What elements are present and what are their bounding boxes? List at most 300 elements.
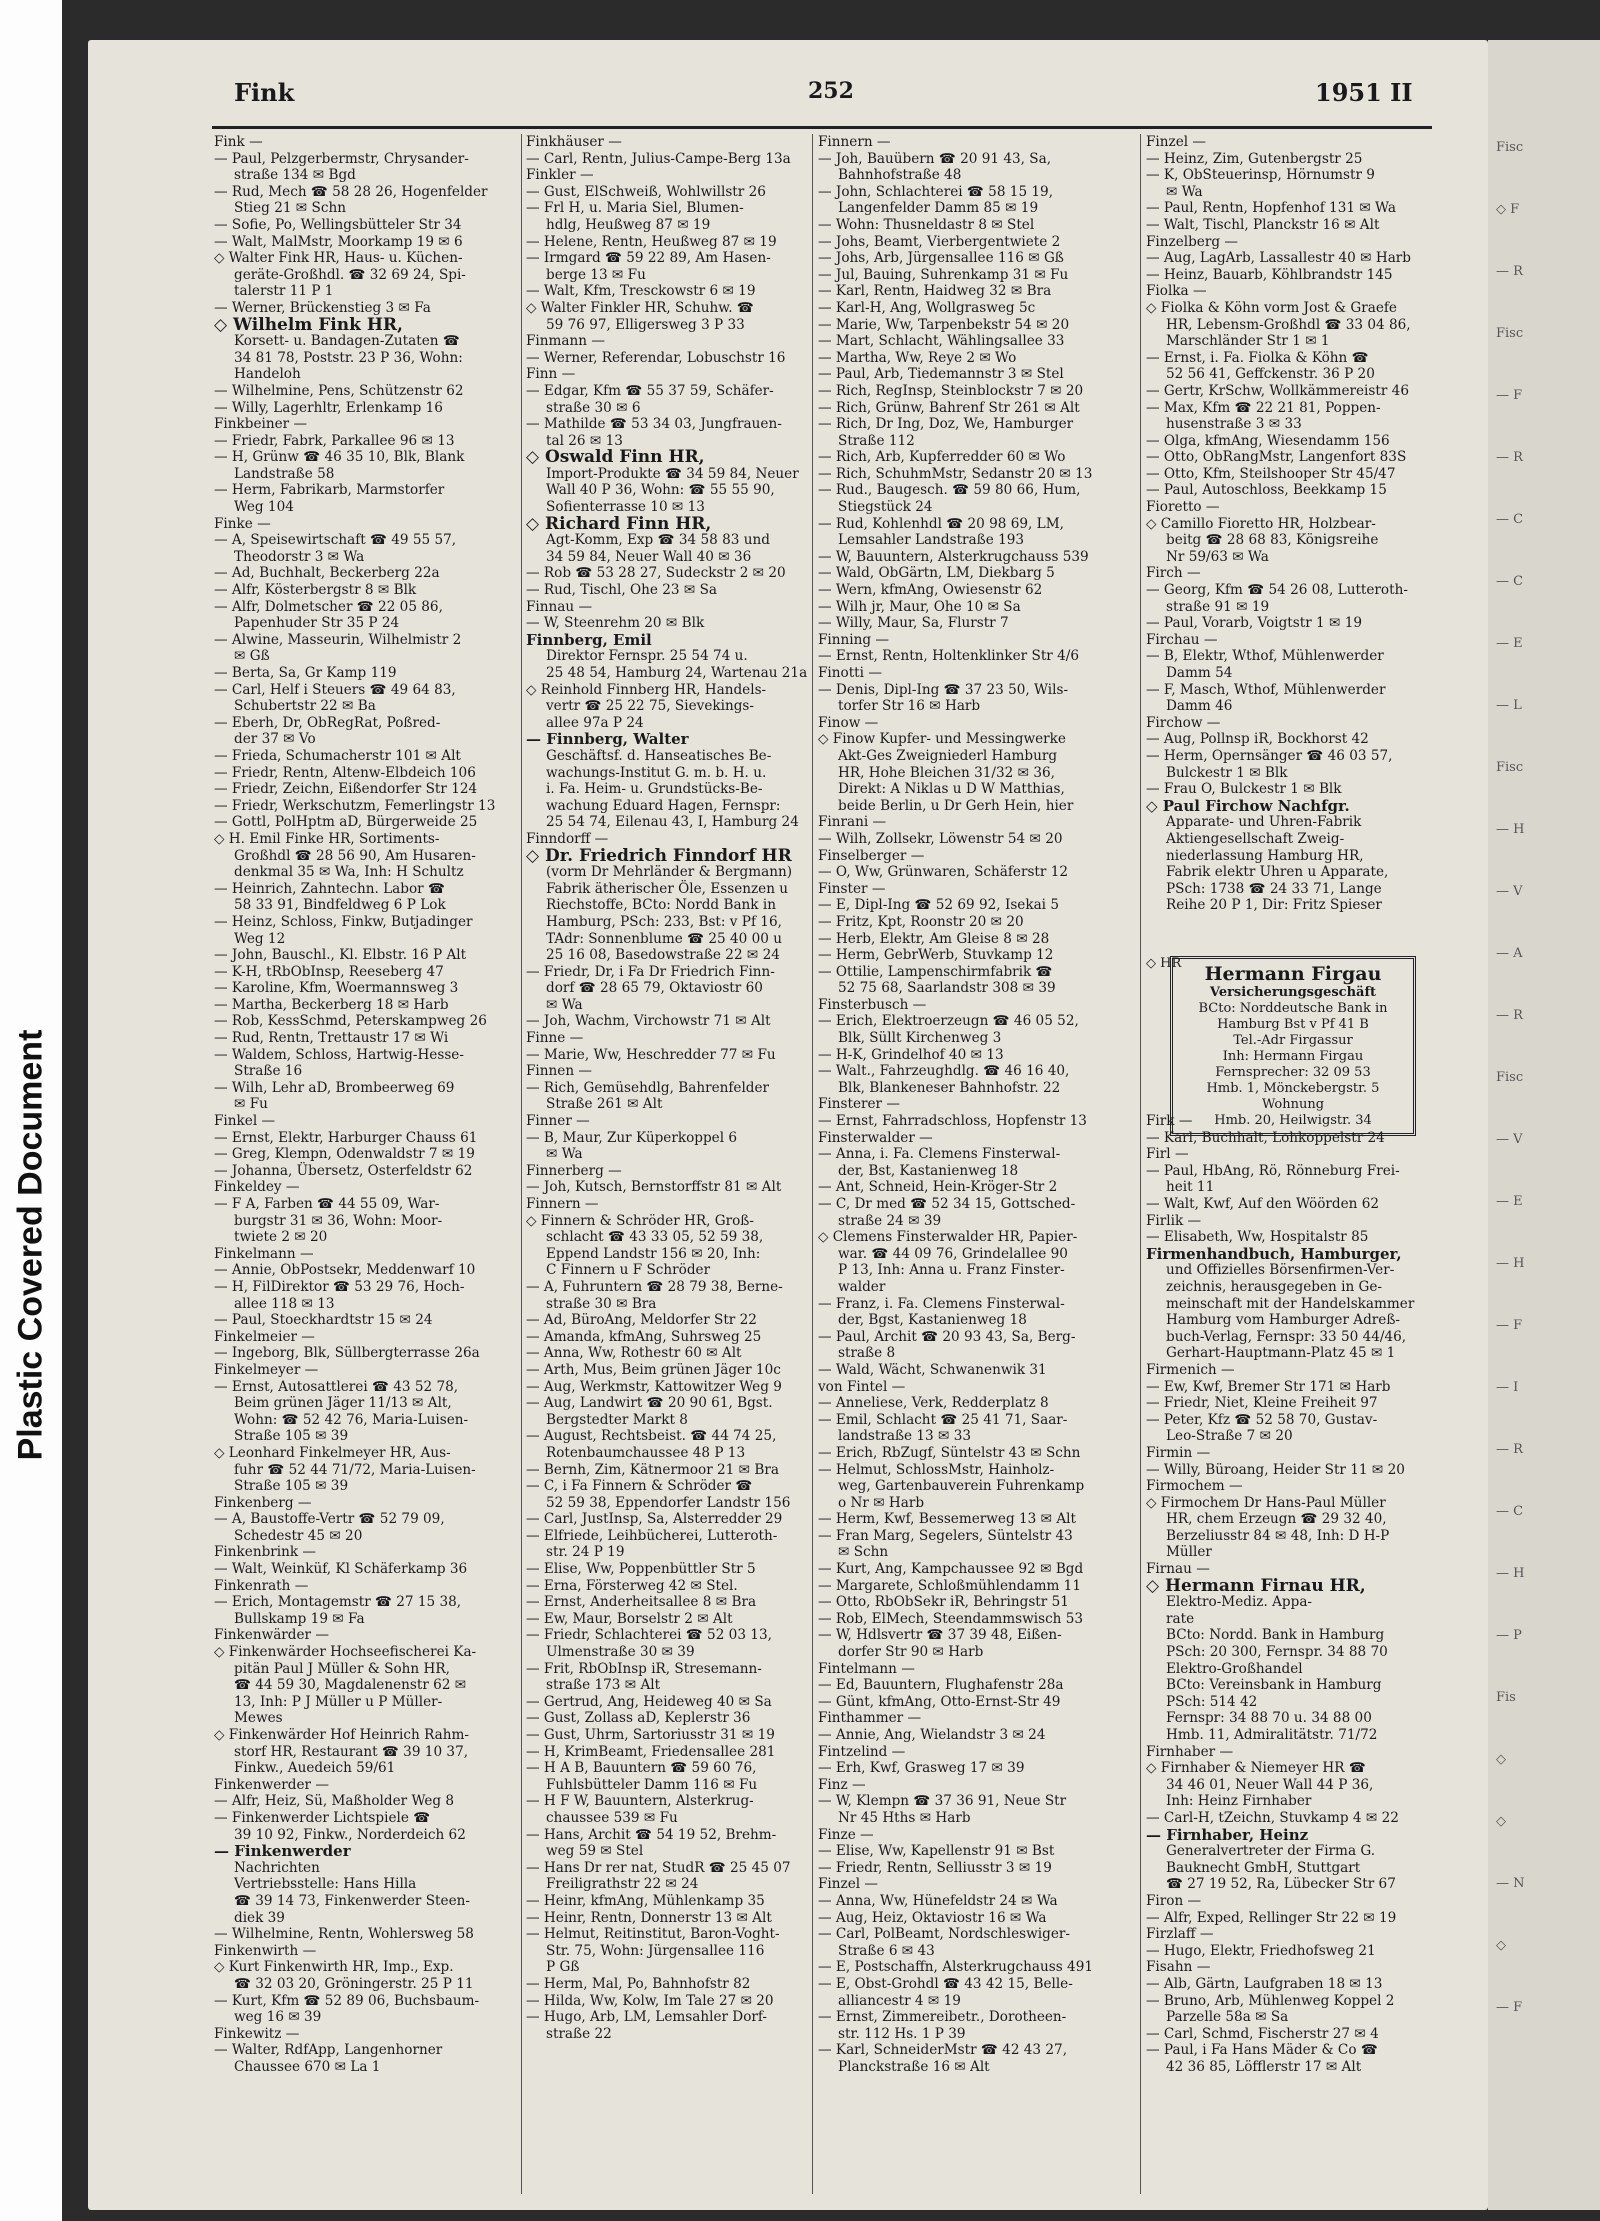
entry-line: husenstraße 3 ✉ 33	[1166, 416, 1302, 433]
entry-line: PSch: 514 42	[1166, 1693, 1258, 1710]
entry-line: — Denis, Dipl-Ing ☎ 37 23 50, Wils-	[818, 681, 1069, 698]
entry-line: — Friedr, Rentn, Selliusstr 3 ✉ 19	[818, 1859, 1052, 1876]
entry-line: schlacht ☎ 43 33 05, 52 59 38,	[546, 1229, 764, 1246]
side-label-bar	[0, 0, 62, 2221]
entry-line: — Carl, Schmd, Fischerstr 27 ✉ 4	[1146, 2025, 1379, 2042]
entry-line: 52 56 41, Geffckenstr. 36 P 20	[1166, 366, 1375, 383]
entry-line: — B, Elektr, Wthof, Mühlenwerder	[1146, 648, 1384, 665]
entry-line: (vorm Dr Mehrländer & Bergmann)	[546, 864, 793, 881]
entry-line: — Ernst, i. Fa. Fiolka & Köhn ☎	[1146, 349, 1369, 366]
edge-snippet: — H	[1496, 822, 1525, 837]
entry-line: — Wilhelmine, Pens, Schützenstr 62	[214, 382, 464, 399]
entry-line: — Walt., Fahrzeughdlg. ☎ 46 16 40,	[818, 1063, 1070, 1080]
entry-line: BCto: Vereinsbank in Hamburg	[1166, 1677, 1382, 1694]
running-head-left: Fink	[234, 78, 295, 107]
entry-line: — O, Ww, Grünwaren, Schäferstr 12	[818, 864, 1069, 881]
entry-line: — Otto, Kfm, Steilshooper Str 45/47	[1146, 465, 1396, 482]
entry-line: Nachrichten	[234, 1859, 320, 1876]
entry-line: — Kurt, Ang, Kampchaussee 92 ✉ Bgd	[818, 1561, 1084, 1578]
entry-line: HR, Hohe Bleichen 31/32 ✉ 36,	[838, 764, 1055, 781]
entry-line: — Paul, Archit ☎ 20 93 43, Sa, Berg-	[818, 1328, 1076, 1345]
entry-line: Firon —	[1146, 1892, 1202, 1909]
entry-line: Finning —	[818, 631, 890, 648]
entry-line: 52 75 68, Saarlandstr 308 ✉ 39	[838, 980, 1056, 997]
entry-line: — F A, Farben ☎ 44 55 09, War-	[214, 1196, 440, 1212]
entry-line: Finnen —	[526, 1063, 593, 1080]
entry-line: 58 33 91, Bindfeldweg 6 P Lok	[234, 897, 446, 914]
edge-snippet: ◇	[1496, 1938, 1506, 1953]
entry-line: Fintzelind —	[818, 1743, 906, 1760]
entry-line: — Walt, Weinküf, Kl Schäferkamp 36	[214, 1561, 468, 1578]
entry-line: — Gust, Zollass aD, Keplerstr 36	[526, 1710, 751, 1727]
entry-line: Bahnhofstraße 48	[838, 167, 962, 184]
entry-line: — Ernst, Anderheitsallee 8 ✉ Bra	[526, 1594, 757, 1611]
column-1	[214, 134, 516, 2194]
entry-line: — Rich, RegInsp, Steinblockstr 7 ✉ 20	[818, 382, 1084, 399]
entry-line: ◇ Leonhard Finkelmeyer HR, Aus-	[214, 1444, 451, 1461]
entry-line: weg 16 ✉ 39	[234, 2009, 322, 2026]
entry-line: twiete 2 ✉ 20	[234, 1229, 328, 1246]
entry-line: — Joh, Wachm, Virchowstr 71 ✉ Alt	[526, 1013, 771, 1030]
firgau-line: Tel.-Adr Firgassur	[1233, 1033, 1353, 1048]
entry-line: — Karl, Rentn, Haidweg 32 ✉ Bra	[818, 283, 1052, 300]
entry-line: Finnberg, Emil	[526, 630, 652, 649]
entry-line: ☎ 32 03 20, Gröningerstr. 25 P 11	[234, 1975, 474, 1992]
entry-line: — Walt, Kwf, Auf den Wöörden 62	[1146, 1196, 1380, 1212]
entry-line: 59 76 97, Elligersweg 3 P 33	[546, 316, 745, 333]
entry-line: Chaussee 670 ✉ La 1	[234, 2058, 381, 2075]
entry-line: ◇ H. Emil Finke HR, Sortiments-	[214, 830, 440, 847]
entry-line: straße 30 ✉ Bra	[546, 1295, 657, 1312]
entry-line: — Willy, Lagerhltr, Erlenkamp 16	[214, 399, 443, 416]
edge-snippet: — V	[1496, 884, 1523, 899]
entry-line: ◇ Finkenwärder Hochseefischerei Ka-	[214, 1644, 477, 1661]
entry-line: — Marie, Ww, Tarpenbekstr 54 ✉ 20	[818, 316, 1070, 333]
entry-line: — Elisabeth, Ww, Hospitalstr 85	[1146, 1229, 1369, 1246]
entry-line: — Aug, LagArb, Lassallestr 40 ✉ Harb	[1146, 250, 1411, 267]
entry-line: — Carl, Helf i Steuers ☎ 49 64 83,	[214, 681, 456, 698]
entry-line: — Walter, RdfApp, Langenhorner	[214, 2042, 443, 2059]
entry-line: PSch: 1738 ☎ 24 33 71, Lange	[1166, 880, 1382, 897]
entry-line: — Hilda, Ww, Kolw, Im Tale 27 ✉ 20	[526, 1992, 774, 2009]
entry-line: 34 46 01, Neuer Wall 44 P 36,	[1166, 1776, 1374, 1793]
entry-line: Landstraße 58	[234, 465, 335, 482]
entry-line: — Jul, Bauing, Suhrenkamp 31 ✉ Fu	[818, 266, 1069, 283]
entry-line: — A, Speisewirtschaft ☎ 49 55 57,	[214, 532, 457, 549]
entry-line: dorfer Str 90 ✉ Harb	[838, 1644, 984, 1661]
entry-line: — Friedr, Niet, Kleine Freiheit 97	[1146, 1395, 1378, 1412]
entry-line: Finkler —	[526, 167, 594, 184]
entry-line: rate	[1166, 1610, 1195, 1627]
entry-line: Handeloh	[234, 366, 301, 383]
entry-line: — Heinrich, Zahntechn. Labor ☎	[214, 880, 445, 897]
entry-line: — Waldem, Schloss, Hartwig-Hesse-	[214, 1046, 464, 1063]
column-divider	[812, 134, 813, 2194]
entry-line: ◇ Clemens Finsterwalder HR, Papier-	[818, 1229, 1078, 1246]
entry-line: — Wohn: Thusneldastr 8 ✉ Stel	[818, 216, 1035, 233]
entry-line: denkmal 35 ✉ Wa, Inh: H Schultz	[234, 864, 464, 881]
entry-line: Apparate- und Uhren-Fabrik	[1166, 814, 1362, 831]
side-label: Plastic Covered Document	[11, 1029, 50, 1461]
entry-line: — Frl H, u. Maria Siel, Blumen-	[526, 200, 744, 217]
firgau-line: Wohnung	[1261, 1097, 1325, 1112]
entry-line: — Marie, Ww, Heschredder 77 ✉ Fu	[526, 1046, 776, 1063]
entry-line: ☎ 27 19 52, Ra, Lübecker Str 67	[1166, 1876, 1396, 1893]
entry-line: vertr ☎ 25 22 75, Sievekings-	[546, 698, 754, 715]
entry-line: — Paul, i Fa Hans Mäder & Co ☎	[1146, 2042, 1378, 2059]
entry-line: — Heinz, Zim, Gutenbergstr 25	[1146, 150, 1363, 167]
edge-snippet: ◇	[1496, 1814, 1506, 1829]
entry-line: ◇ Walter Fink HR, Haus- u. Küchen-	[214, 250, 463, 267]
entry-line: — Hans Dr rer nat, StudR ☎ 25 45 07	[526, 1859, 791, 1876]
entry-line: ☎ 44 59 30, Magdalenenstr 62 ✉	[234, 1677, 467, 1694]
entry-line: Fernspr: 34 88 70 u. 34 88 00	[1166, 1710, 1372, 1727]
entry-line: Beim grünen Jäger 11/13 ✉ Alt,	[234, 1395, 452, 1412]
entry-line: — Ad, BüroAng, Meldorfer Str 22	[526, 1312, 757, 1329]
entry-line: — Frieda, Schumacherstr 101 ✉ Alt	[214, 747, 461, 764]
entry-line: — Helmut, SchlossMstr, Hainholz-	[818, 1461, 1055, 1478]
entry-line: — Finnberg, Walter	[526, 730, 689, 749]
entry-line: str. 24 P 19	[546, 1544, 625, 1561]
firgau-subtitle: Versicherungsgeschäft	[1209, 985, 1377, 1000]
entry-line: — Paul, Stoeckhardtstr 15 ✉ 24	[214, 1312, 433, 1329]
entry-line: Fabrik ätherischer Öle, Essenzen u	[546, 880, 789, 897]
entry-line: Fiolka —	[1146, 283, 1207, 300]
entry-line: C Finnern u F Schröder	[546, 1262, 711, 1279]
entry-line: Finkeldey —	[214, 1179, 300, 1196]
entry-line: Blk, Süllt Kirchenweg 3	[838, 1030, 1002, 1047]
entry-line: Fuhlsbütteler Damm 116 ✉ Fu	[546, 1776, 758, 1793]
column-divider	[521, 134, 522, 2194]
entry-line: — August, Rechtsbeist. ☎ 44 74 25,	[526, 1428, 777, 1445]
entry-line: — Anneliese, Verk, Redderplatz 8	[818, 1395, 1049, 1412]
firgau-lines	[1173, 1001, 1413, 1129]
entry-line: ◇ Fiolka & Köhn vorm Jost & Graefe	[1146, 299, 1397, 316]
entry-line: — Hugo, Arb, LM, Lemsahler Dorf-	[526, 2009, 768, 2026]
firgau-line: Fernsprecher: 32 09 53	[1215, 1065, 1371, 1080]
entry-line: Weg 12	[234, 930, 286, 947]
entry-line: — Carl, Rentn, Julius-Campe-Berg 13a	[526, 150, 791, 167]
entry-line: Fintelmann —	[818, 1660, 915, 1677]
entry-line: straße 24 ✉ 39	[838, 1212, 942, 1229]
entry-line: Stieg 21 ✉ Schn	[234, 200, 346, 217]
entry-line: — H, KrimBeamt, Friedensallee 281	[526, 1743, 776, 1760]
entry-line: — Karl, SchneiderMstr ☎ 42 43 27,	[818, 2042, 1068, 2059]
entry-line: Finndorff —	[526, 830, 609, 847]
entry-line: Direktor Fernspr. 25 54 74 u.	[546, 648, 748, 665]
entry-line: Firchau —	[1146, 631, 1218, 648]
edge-snippet: — E	[1496, 1194, 1523, 1209]
entry-line: Papenhuder Str 35 P 24	[234, 615, 400, 632]
entry-line: Firchow —	[1146, 714, 1221, 731]
edge-snippet: Fisc	[1496, 326, 1524, 341]
entry-line: Fink —	[214, 134, 263, 150]
entry-line: — Alb, Gärtn, Laufgraben 18 ✉ 13	[1146, 1975, 1383, 1992]
entry-line: buch-Verlag, Fernspr: 33 50 44/46,	[1166, 1328, 1407, 1345]
entry-line: Leo-Straße 7 ✉ 20	[1166, 1428, 1293, 1445]
entry-line: dorf ☎ 28 65 79, Oktaviostr 60	[546, 980, 763, 997]
entry-line: Finne —	[526, 1030, 584, 1047]
entry-line: — Elfriede, Leihbücherei, Lutteroth-	[526, 1527, 778, 1544]
entry-line: Finkenwärder —	[214, 1627, 329, 1644]
edge-snippet: — R	[1496, 264, 1523, 279]
entry-line: Finkw., Auedeich 59/61	[234, 1760, 396, 1777]
entry-line: Bergstedter Markt 8	[546, 1411, 688, 1428]
entry-line: Rotenbaumchaussee 48 P 13	[546, 1444, 746, 1461]
entry-line: — Heinz, Bauarb, Köhlbrandstr 145	[1146, 266, 1393, 283]
entry-line: und Offizielles Börsenfirmen-Ver-	[1166, 1262, 1395, 1279]
entry-line: Schubertstr 22 ✉ Ba	[234, 698, 376, 715]
entry-line: — Hans, Archit ☎ 54 19 52, Brehm-	[526, 1826, 777, 1843]
entry-line: Fisahn —	[1146, 1959, 1211, 1976]
entry-line: — Paul, Vorarb, Voigtstr 1 ✉ 19	[1146, 615, 1362, 632]
entry-line: — W, Klempn ☎ 37 36 91, Neue Str	[818, 1793, 1067, 1810]
entry-line: — Aug, Heiz, Oktaviostr 16 ✉ Wa	[818, 1909, 1047, 1926]
entry-line: — Friedr, Werkschutzm, Femerlingstr 13	[214, 797, 496, 814]
entry-line: — Friedr, Dr, i Fa Dr Friedrich Finn-	[526, 963, 775, 980]
entry-line: Fabrik elektr Uhren u Apparate,	[1166, 864, 1389, 881]
entry-line: — Edgar, Kfm ☎ 55 37 59, Schäfer-	[526, 382, 774, 399]
entry-line: — Johs, Beamt, Vierbergentwiete 2	[818, 233, 1061, 250]
entry-line: — Anna, i. Fa. Clemens Finsterwal-	[818, 1146, 1061, 1163]
entry-line: HR, Lebensm-Großhdl ☎ 33 04 86,	[1166, 316, 1411, 333]
entry-line: Hamburg, PSch: 233, Bst: v Pf 16,	[546, 913, 782, 930]
entry-line: geräte-Großhdl. ☎ 32 69 24, Spi-	[234, 266, 466, 283]
entry-line: — Alfr, Heiz, Sü, Maßholder Weg 8	[214, 1793, 455, 1810]
entry-line: Nr 59/63 ✉ Wa	[1166, 548, 1269, 565]
entry-line: Finsterer —	[818, 1096, 900, 1113]
entry-line: Finkbeiner —	[214, 416, 308, 433]
entry-line: Finke —	[214, 515, 271, 532]
entry-line: — Alfr, Exped, Rellinger Str 22 ✉ 19	[1146, 1909, 1397, 1926]
entry-line: Firmenich —	[1146, 1361, 1235, 1378]
entry-line: — Fritz, Kpt, Roonstr 20 ✉ 20	[818, 913, 1024, 930]
entry-line: der, Bst, Kastanienweg 18	[838, 1162, 1019, 1179]
edge-snippet: ◇	[1496, 1752, 1506, 1767]
entry-line: 39 10 92, Finkw., Norderdeich 62	[234, 1826, 466, 1843]
entry-line: — Rob, ElMech, Steendammswisch 53	[818, 1610, 1084, 1627]
entry-line: Finkewitz —	[214, 2025, 300, 2042]
entry-line: — Ernst, Fahrradschloss, Hopfenstr 13	[818, 1113, 1087, 1130]
entry-line: — Carl, PolBeamt, Nordschleswiger-	[818, 1926, 1070, 1943]
entry-line: Langenfelder Damm 85 ✉ 19	[838, 200, 1039, 217]
entry-line: straße 134 ✉ Bgd	[234, 167, 356, 184]
entry-line: — Anna, Ww, Rothestr 60 ✉ Alt	[526, 1345, 742, 1362]
entry-line: — Rich, Gemüsehdlg, Bahrenfelder	[526, 1079, 770, 1096]
edge-snippet: Fisc	[1496, 140, 1524, 155]
entry-line: Mewes	[234, 1710, 283, 1727]
entry-line: Direkt: A Niklas u D W Matthias,	[838, 781, 1065, 798]
entry-line: Müller	[1166, 1544, 1212, 1561]
entry-line: ◇ Finkenwärder Hof Heinrich Rahm-	[214, 1727, 469, 1743]
column-4	[1146, 134, 1432, 2194]
entry-line: Bauknecht GmbH, Stuttgart	[1166, 1859, 1361, 1876]
header-rule	[212, 126, 1432, 129]
entry-line: diek 39	[234, 1909, 285, 1926]
entry-line: — Ernst, Elektr, Harburger Chauss 61	[214, 1129, 478, 1146]
entry-line: — Karl-H, Ang, Wollgrasweg 5c	[818, 299, 1036, 316]
edge-snippet: — H	[1496, 1256, 1525, 1271]
entry-line: — Karoline, Kfm, Woermannsweg 3	[214, 980, 459, 997]
entry-line: Bulckestr 1 ✉ Blk	[1166, 764, 1288, 781]
entry-line: Elektro-Großhandel	[1166, 1660, 1303, 1677]
edge-snippet: ◇ F	[1496, 202, 1520, 217]
entry-line: Vertriebsstelle: Hans Hilla	[234, 1876, 417, 1893]
edge-snippet: — R	[1496, 1442, 1523, 1457]
entry-line: — Heinz, Schloss, Finkw, Butjadinger	[214, 913, 473, 930]
entry-line: — Paul, Autoschloss, Beekkamp 15	[1146, 482, 1387, 499]
entry-line: — Gertr, KrSchw, Wollkämmereistr 46	[1146, 382, 1409, 399]
entry-line: — Margarete, Schloßmühlendamm 11	[818, 1577, 1081, 1594]
entry-line: — Paul, Pelzgerbermstr, Chrysander-	[214, 150, 469, 167]
entry-line: 25 54 74, Eilenau 43, I, Hamburg 24	[546, 814, 799, 831]
edge-snippet: — R	[1496, 450, 1523, 465]
entry-line: — Ew, Maur, Borselstr 2 ✉ Alt	[526, 1610, 733, 1627]
entry-line: Stiegstück 24	[838, 499, 933, 516]
entry-line: Hamburg vom Hamburger Adreß-	[1166, 1312, 1401, 1329]
entry-line: Finkel —	[214, 1113, 276, 1130]
edge-snippet: — N	[1496, 1876, 1525, 1891]
entry-line: Korsett- u. Bandagen-Zutaten ☎	[234, 333, 460, 350]
entry-line: — Herm, Opernsänger ☎ 46 03 57,	[1146, 747, 1393, 764]
entry-line: Straße 16	[234, 1063, 303, 1080]
entry-line: Parzelle 58a ✉ Sa	[1166, 2009, 1289, 2026]
entry-line: — Wilh, Zollsekr, Löwenstr 54 ✉ 20	[818, 830, 1063, 847]
entry-line: walder	[838, 1278, 886, 1295]
edge-snippet: — F	[1496, 2000, 1523, 2015]
entry-line: — Paul, HbAng, Rö, Rönneburg Frei-	[1146, 1162, 1400, 1179]
entry-line: ✉ Fu	[234, 1096, 268, 1113]
entry-line: Finnau —	[526, 598, 593, 615]
edge-snippet: Fis	[1496, 1690, 1516, 1705]
firgau-marker: ◇ HR	[1146, 956, 1182, 971]
entry-line: Elektro-Mediz. Appa-	[1166, 1594, 1313, 1611]
entry-line	[1146, 931, 1432, 948]
entry-line: Agt-Komm, Exp ☎ 34 58 83 und	[546, 532, 770, 549]
entry-line: Finkelmeyer —	[214, 1361, 319, 1378]
entry-line: Bullskamp 19 ✉ Fa	[234, 1610, 365, 1627]
entry-line: Straße 112	[838, 432, 915, 449]
entry-line: PSch: 20 300, Fernspr. 34 88 70	[1166, 1644, 1388, 1661]
entry-line: — W, Bauuntern, Alsterkrugchauss 539	[818, 548, 1089, 565]
entry-line: Aktiengesellschaft Zweig-	[1166, 830, 1345, 847]
entry-line: Firnhaber —	[1146, 1743, 1234, 1760]
entry-line: — H, FilDirektor ☎ 53 29 76, Hoch-	[214, 1278, 465, 1295]
entry-line: Finsterwalder —	[818, 1129, 933, 1146]
entry-line: Finnern —	[818, 134, 891, 150]
entry-line: Finkhäuser —	[526, 134, 622, 150]
entry-line: — K, ObSteuerinsp, Hörnumstr 9	[1146, 167, 1375, 184]
entry-line: — Kurt, Kfm ☎ 52 89 06, Buchsbaum-	[214, 1992, 480, 2009]
entry-line: o Nr ✉ Harb	[838, 1494, 925, 1511]
entry-line: — Rich, SchuhmMstr, Sedanstr 20 ✉ 13	[818, 465, 1093, 482]
edge-snippet: — R	[1496, 1008, 1523, 1023]
entry-line: Weg 104	[234, 499, 294, 516]
entry-line: HR, chem Erzeugn ☎ 29 32 40,	[1166, 1511, 1387, 1528]
entry-line: niederlassung Hamburg HR,	[1166, 847, 1364, 864]
entry-line: — Rob ☎ 53 28 27, Sudeckstr 2 ✉ 20	[526, 565, 786, 582]
entry-line	[1146, 914, 1432, 931]
entry-line: — Friedr, Zeichn, Eißendorfer Str 124	[214, 781, 478, 798]
entry-line: Finkenrath —	[214, 1577, 309, 1594]
entry-line: — Rud, Kohlenhdl ☎ 20 98 69, LM,	[818, 515, 1064, 532]
edge-snippet: — H	[1496, 1566, 1525, 1581]
entry-line: ◇ Dr. Friedrich Finndorf HR	[526, 845, 792, 866]
entry-line: — Gust, Uhrm, Sartoriusstr 31 ✉ 19	[526, 1727, 775, 1743]
entry-line: — Erich, Elektroerzeugn ☎ 46 05 52,	[818, 1013, 1079, 1030]
entry-line: Finow —	[818, 714, 879, 731]
entry-line: pitän Paul J Müller & Sohn HR,	[234, 1660, 450, 1677]
firgau-line: Hmb. 20, Heilwigstr. 34	[1214, 1113, 1372, 1128]
entry-line: straße 91 ✉ 19	[1166, 598, 1270, 615]
entry-line: — Ew, Kwf, Bremer Str 171 ✉ Harb	[1146, 1378, 1391, 1395]
entry-line: — Annie, ObPostsekr, Meddenwarf 10	[214, 1262, 476, 1279]
entry-line: Finster —	[818, 880, 886, 897]
entry-line: — E, Obst-Grohdl ☎ 43 42 15, Belle-	[818, 1975, 1073, 1992]
entry-line: Firl —	[1146, 1146, 1189, 1163]
entry-line: — Ernst, Zimmereibetr., Dorotheen-	[818, 2009, 1067, 2026]
entry-line: — Ernst, Autosattlerei ☎ 43 52 78,	[214, 1378, 459, 1395]
entry-line: — Erich, Montagemstr ☎ 27 15 38,	[214, 1594, 462, 1611]
entry-line: Finz —	[818, 1776, 866, 1793]
entry-line: chaussee 539 ✉ Fu	[546, 1809, 678, 1826]
entry-line: — John, Bauschl., Kl. Elbstr. 16 P Alt	[214, 947, 467, 964]
entry-line: Straße 105 ✉ 39	[234, 1478, 349, 1495]
entry-line: — Aug, Landwirt ☎ 20 90 61, Bgst.	[526, 1395, 773, 1412]
entry-line: ◇ Paul Firchow Nachfgr.	[1146, 796, 1350, 815]
entry-line: i. Fa. Heim- u. Grundstücks-Be-	[546, 781, 763, 798]
entry-line: Firlik —	[1146, 1212, 1202, 1229]
entry-line: — Alwine, Masseurin, Wilhelmistr 2	[214, 631, 462, 648]
entry-line: P Gß	[546, 1959, 580, 1976]
entry-line: der, Bgst, Kastanienweg 18	[838, 1312, 1027, 1329]
entry-line: ◇ Reinhold Finnberg HR, Handels-	[526, 681, 767, 698]
entry-line: — E, Postschaffn, Alsterkrugchauss 491	[818, 1959, 1093, 1976]
entry-line: Finzel —	[1146, 134, 1207, 150]
firgau-title: Hermann Firgau	[1204, 963, 1382, 985]
entry-line: — Herm, Mal, Po, Bahnhofstr 82	[526, 1975, 751, 1992]
entry-line: — Werner, Brückenstieg 3 ✉ Fa	[214, 299, 431, 316]
entry-line: Finze —	[818, 1826, 874, 1843]
entry-line: — W, Steenrehm 20 ✉ Blk	[526, 615, 705, 632]
entry-line: Finkenbrink —	[214, 1544, 317, 1561]
entry-line: TAdr: Sonnenblume ☎ 25 40 00 u	[546, 930, 782, 947]
entry-line: 52 59 38, Eppendorfer Landstr 156	[546, 1494, 791, 1511]
entry-line: — Elise, Ww, Kapellenstr 91 ✉ Bst	[818, 1843, 1055, 1860]
entry-line: Blk, Blankeneser Bahnhofstr. 22	[838, 1079, 1061, 1096]
firgau-line: BCto: Norddeutsche Bank in	[1198, 1001, 1388, 1016]
entry-line: Inh: Heinz Firnhaber	[1166, 1793, 1312, 1810]
entry-line: — Frit, RbObInsp iR, Stresemann-	[526, 1660, 762, 1677]
entry-line: Finnerberg —	[526, 1162, 622, 1179]
firgau-advertisement-box	[1170, 956, 1416, 1136]
entry-line: ✉ Wa	[546, 996, 583, 1013]
entry-line: — Herm, Kwf, Bessemerweg 13 ✉ Alt	[818, 1511, 1076, 1528]
entry-line: Lemsahler Landstraße 193	[838, 532, 1025, 549]
entry-line: heit 11	[1166, 1179, 1215, 1196]
entry-line: — Walt, Tischl, Planckstr 16 ✉ Alt	[1146, 216, 1380, 233]
entry-line: — C, i Fa Finnern & Schröder ☎	[526, 1478, 753, 1495]
entry-line: — Georg, Kfm ☎ 54 26 08, Lutteroth-	[1146, 582, 1408, 599]
entry-line: der 37 ✉ Vo	[234, 731, 316, 748]
entry-line: ✉ Schn	[838, 1544, 889, 1561]
entry-line: ◇ Oswald Finn HR,	[526, 447, 705, 468]
entry-line: straße 30 ✉ 6	[546, 399, 641, 416]
entry-line: — Walt, Kfm, Tresckowstr 6 ✉ 19	[526, 283, 756, 300]
entry-line: Finsterbusch —	[818, 996, 927, 1013]
entry-line: — Wilh jr, Maur, Ohe 10 ✉ Sa	[818, 598, 1021, 615]
entry-line: weg, Gartenbauverein Fuhrenkamp	[838, 1478, 1085, 1495]
